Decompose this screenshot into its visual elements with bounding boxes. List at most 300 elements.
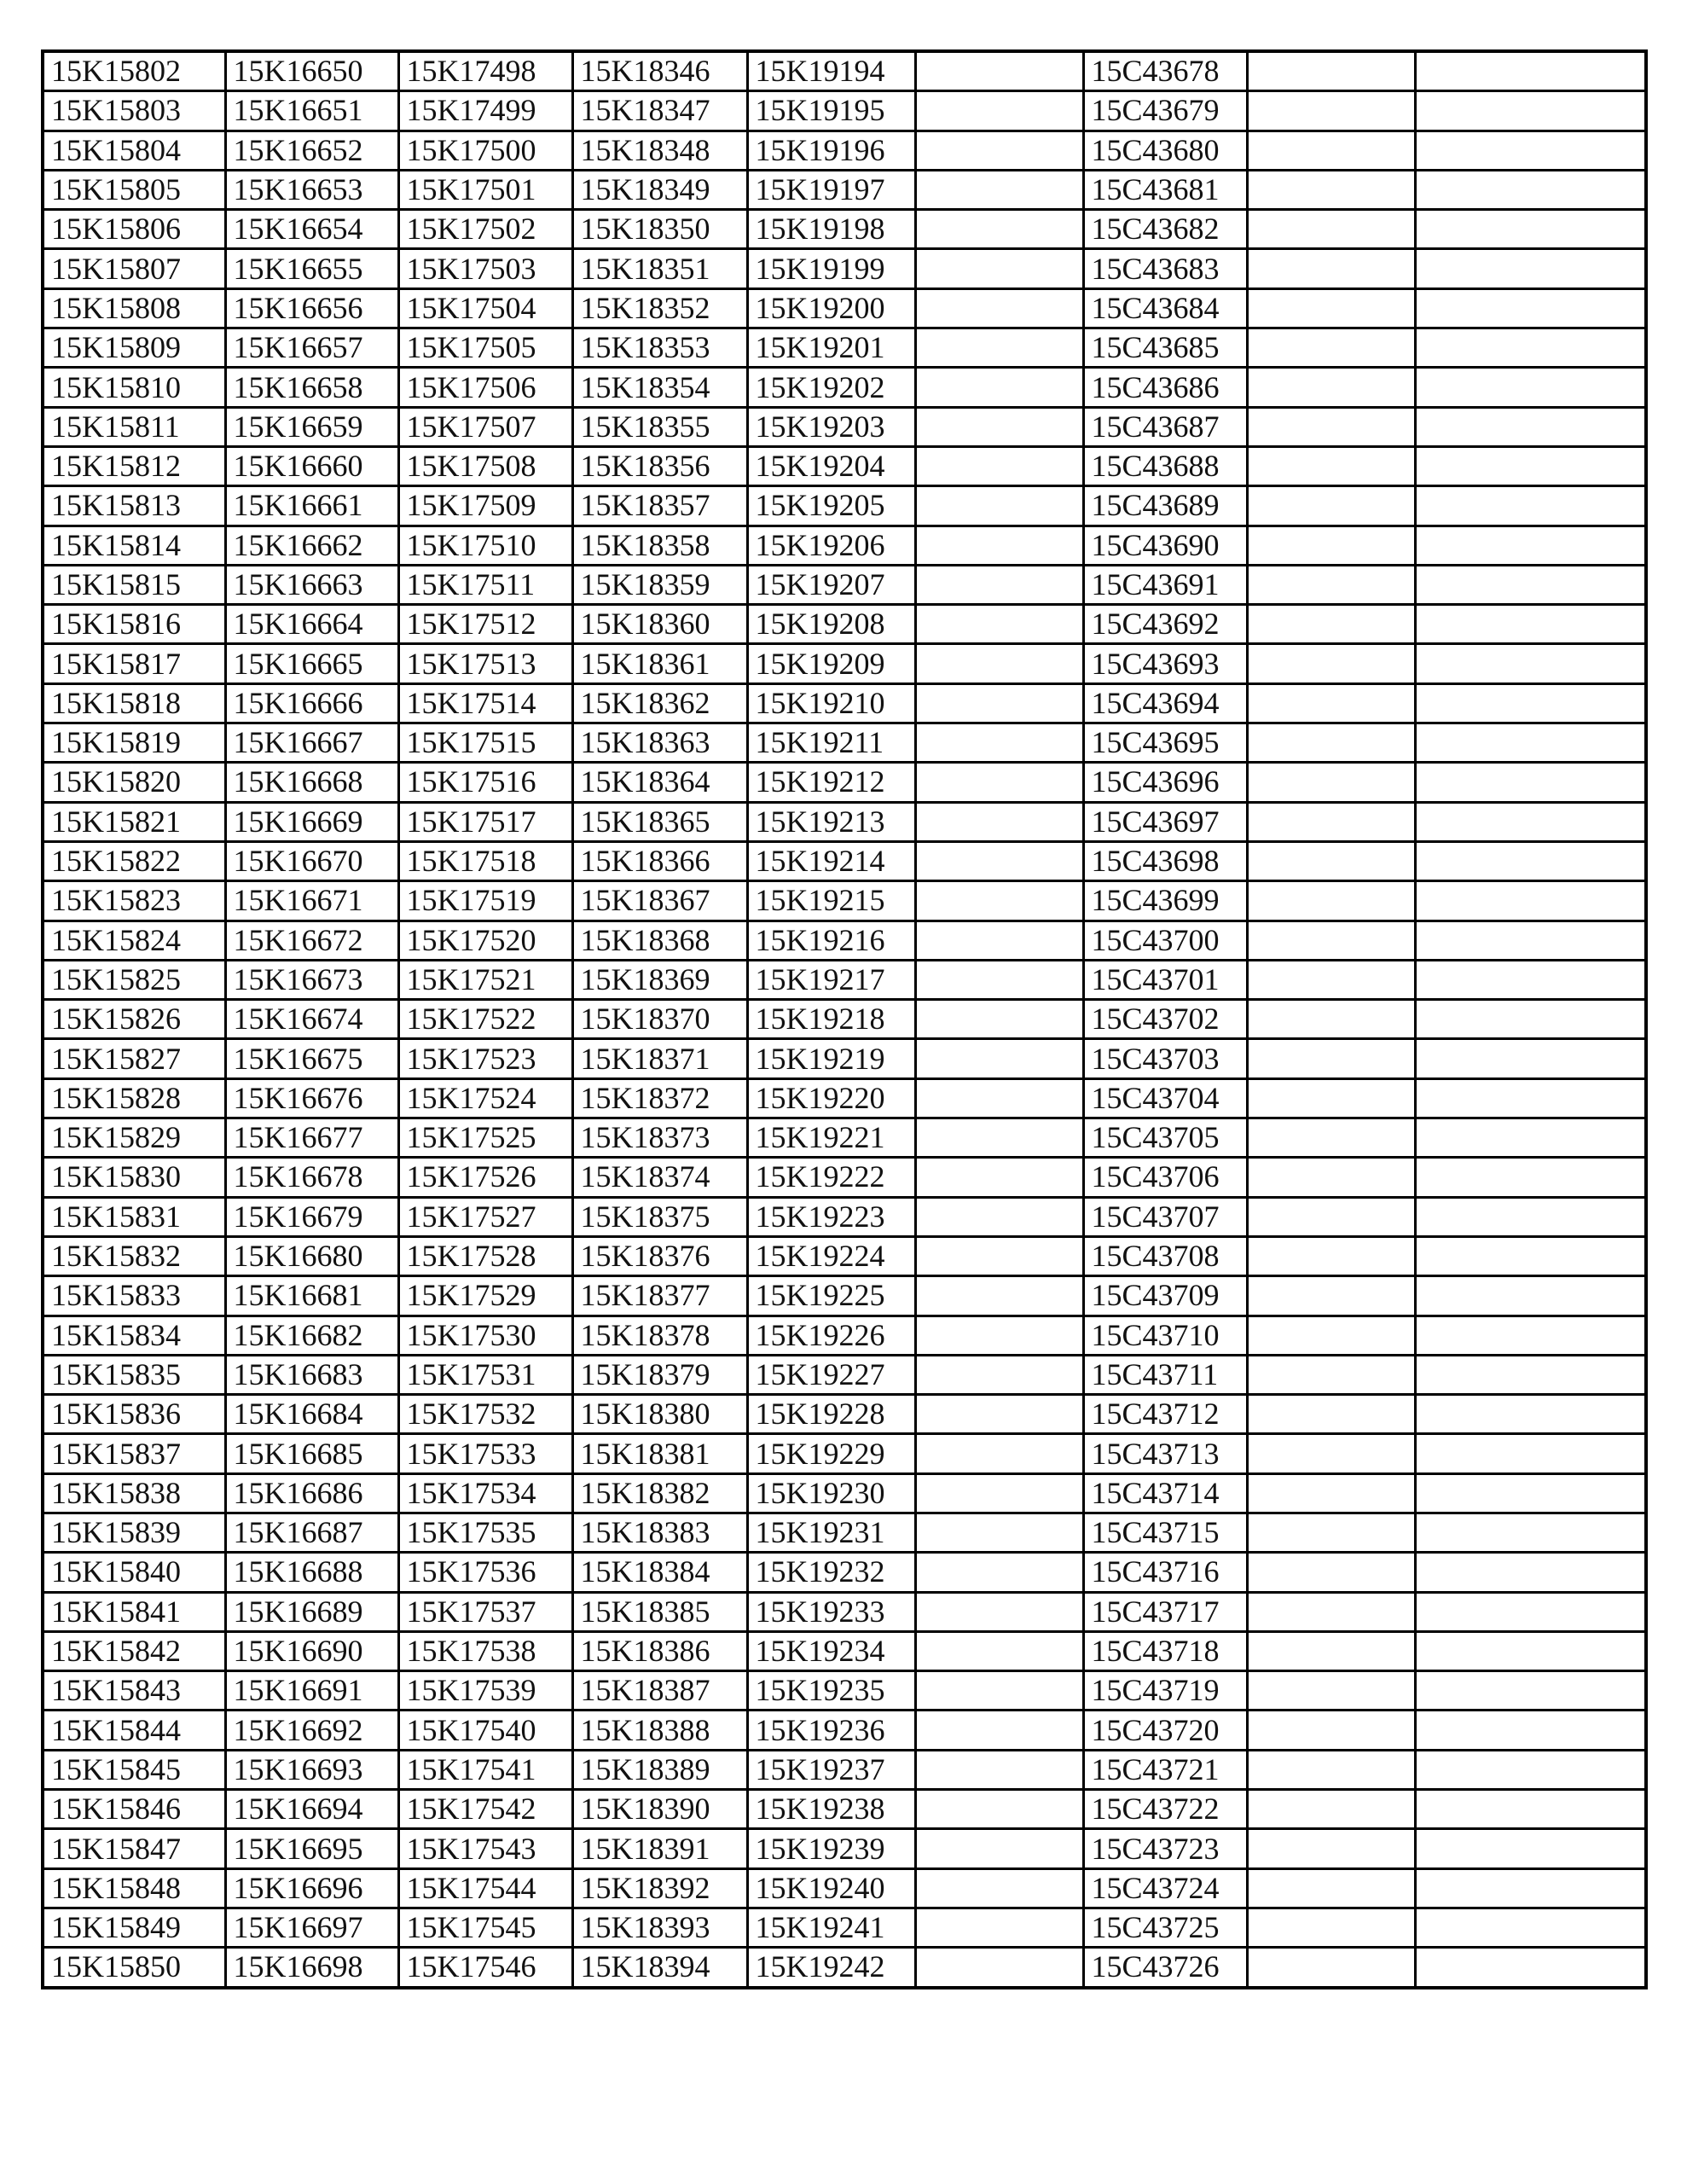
table-cell: 15K18356 bbox=[572, 446, 747, 485]
table-cell: 15K17535 bbox=[398, 1513, 572, 1552]
table-cell-empty bbox=[1415, 1395, 1646, 1434]
table-cell: 15K16667 bbox=[225, 723, 398, 763]
table-cell: 15K19205 bbox=[747, 486, 915, 526]
table-row bbox=[43, 249, 1646, 288]
table-cell: 15K18353 bbox=[572, 328, 747, 368]
table-cell bbox=[915, 841, 1083, 880]
table-cell bbox=[1247, 210, 1415, 249]
table-cell-empty bbox=[1415, 881, 1646, 921]
table-cell: 15K18363 bbox=[572, 723, 747, 763]
table-cell: 15K19234 bbox=[747, 1631, 915, 1670]
table-cell: 15C43710 bbox=[1083, 1316, 1247, 1355]
table-cell bbox=[1247, 91, 1415, 131]
table-cell: 15K17520 bbox=[398, 921, 572, 960]
table-cell: 15K16687 bbox=[225, 1513, 398, 1552]
table-cell bbox=[1247, 1000, 1415, 1039]
table-cell: 15K17526 bbox=[398, 1158, 572, 1197]
table-cell: 15K19210 bbox=[747, 683, 915, 723]
table-cell: 15K19219 bbox=[747, 1039, 915, 1078]
table-cell: 15C43692 bbox=[1083, 605, 1247, 644]
table-cell: 15K15843 bbox=[43, 1671, 225, 1711]
table-cell: 15K15834 bbox=[43, 1316, 225, 1355]
table-cell bbox=[1247, 407, 1415, 446]
table-cell: 15K17511 bbox=[398, 565, 572, 604]
table-cell: 15K19199 bbox=[747, 249, 915, 288]
table-cell-empty bbox=[1415, 1158, 1646, 1197]
table-cell: 15C43698 bbox=[1083, 841, 1247, 880]
table-cell: 15C43680 bbox=[1083, 131, 1247, 170]
table-cell-empty bbox=[1415, 1316, 1646, 1355]
table-cell: 15K15809 bbox=[43, 328, 225, 368]
table-row bbox=[43, 841, 1646, 880]
table-cell bbox=[915, 605, 1083, 644]
table-cell-empty bbox=[1415, 1592, 1646, 1631]
table-cell bbox=[1247, 1750, 1415, 1789]
table-cell: 15C43691 bbox=[1083, 565, 1247, 604]
table-cell: 15K17513 bbox=[398, 644, 572, 683]
table-cell-empty bbox=[1415, 1829, 1646, 1868]
table-cell: 15C43688 bbox=[1083, 446, 1247, 485]
table-cell: 15K17524 bbox=[398, 1078, 572, 1118]
table-cell: 15K18390 bbox=[572, 1790, 747, 1829]
table-cell bbox=[915, 131, 1083, 170]
table-cell: 15K16666 bbox=[225, 683, 398, 723]
table-cell: 15K19220 bbox=[747, 1078, 915, 1118]
table-cell: 15K17518 bbox=[398, 841, 572, 880]
table-row bbox=[43, 565, 1646, 604]
table-cell: 15K17537 bbox=[398, 1592, 572, 1631]
table-cell bbox=[915, 1158, 1083, 1197]
table-cell: 15K17503 bbox=[398, 249, 572, 288]
table-cell: 15K16672 bbox=[225, 921, 398, 960]
table-cell-empty bbox=[1415, 210, 1646, 249]
table-cell: 15K17517 bbox=[398, 802, 572, 841]
table-row bbox=[43, 1355, 1646, 1394]
table-row bbox=[43, 1078, 1646, 1118]
table-row bbox=[43, 368, 1646, 407]
table-cell: 15K16694 bbox=[225, 1790, 398, 1829]
table-cell: 15K18386 bbox=[572, 1631, 747, 1670]
table-cell-empty bbox=[1415, 1553, 1646, 1592]
table-cell: 15K16662 bbox=[225, 526, 398, 565]
table-cell: 15K16691 bbox=[225, 1671, 398, 1711]
table-cell: 15K17516 bbox=[398, 763, 572, 802]
table-cell: 15C43686 bbox=[1083, 368, 1247, 407]
table-cell bbox=[1247, 921, 1415, 960]
table-cell bbox=[915, 407, 1083, 446]
table-row bbox=[43, 1118, 1646, 1158]
table-cell: 15K15831 bbox=[43, 1197, 225, 1236]
table-cell: 15C43715 bbox=[1083, 1513, 1247, 1552]
table-cell-empty bbox=[1415, 328, 1646, 368]
table-cell: 15K16686 bbox=[225, 1473, 398, 1513]
table-row bbox=[43, 1750, 1646, 1789]
table-cell: 15K15810 bbox=[43, 368, 225, 407]
table-cell: 15K19229 bbox=[747, 1434, 915, 1473]
table-cell: 15K19228 bbox=[747, 1395, 915, 1434]
table-cell-empty bbox=[1415, 1948, 1646, 1988]
table-cell: 15C43702 bbox=[1083, 1000, 1247, 1039]
table-cell: 15K16658 bbox=[225, 368, 398, 407]
table-cell: 15K16654 bbox=[225, 210, 398, 249]
table-cell: 15K18361 bbox=[572, 644, 747, 683]
table-cell: 15K17528 bbox=[398, 1236, 572, 1275]
table-cell: 15K15806 bbox=[43, 210, 225, 249]
table-cell: 15K15825 bbox=[43, 960, 225, 999]
table-cell: 15K18349 bbox=[572, 170, 747, 209]
table-cell: 15K18375 bbox=[572, 1197, 747, 1236]
table-cell: 15K15847 bbox=[43, 1829, 225, 1868]
table-row bbox=[43, 1197, 1646, 1236]
table-cell: 15K16688 bbox=[225, 1553, 398, 1592]
table-cell: 15K17536 bbox=[398, 1553, 572, 1592]
table-cell: 15C43682 bbox=[1083, 210, 1247, 249]
table-cell: 15K16655 bbox=[225, 249, 398, 288]
table-cell: 15K15828 bbox=[43, 1078, 225, 1118]
table-cell: 15C43700 bbox=[1083, 921, 1247, 960]
table-cell bbox=[1247, 605, 1415, 644]
table-cell: 15K16682 bbox=[225, 1316, 398, 1355]
table-cell: 15C43709 bbox=[1083, 1276, 1247, 1316]
table-cell: 15K17521 bbox=[398, 960, 572, 999]
table-cell: 15K16695 bbox=[225, 1829, 398, 1868]
table-cell: 15C43697 bbox=[1083, 802, 1247, 841]
table-row bbox=[43, 1473, 1646, 1513]
table-cell bbox=[1247, 683, 1415, 723]
table-cell: 15K15838 bbox=[43, 1473, 225, 1513]
table-cell-empty bbox=[1415, 683, 1646, 723]
table-cell bbox=[1247, 644, 1415, 683]
table-cell: 15C43689 bbox=[1083, 486, 1247, 526]
table-cell bbox=[915, 1236, 1083, 1275]
table-cell: 15C43711 bbox=[1083, 1355, 1247, 1394]
table-cell bbox=[1247, 1671, 1415, 1711]
table-cell: 15K18379 bbox=[572, 1355, 747, 1394]
table-cell: 15K16651 bbox=[225, 91, 398, 131]
table-cell-empty bbox=[1415, 1197, 1646, 1236]
table-cell: 15K15820 bbox=[43, 763, 225, 802]
table-cell: 15K17541 bbox=[398, 1750, 572, 1789]
table-cell bbox=[915, 921, 1083, 960]
table-cell bbox=[915, 1118, 1083, 1158]
table-cell: 15K15844 bbox=[43, 1711, 225, 1750]
table-cell bbox=[915, 288, 1083, 328]
table-cell: 15K19214 bbox=[747, 841, 915, 880]
table-cell-empty bbox=[1415, 249, 1646, 288]
table-cell-empty bbox=[1415, 1000, 1646, 1039]
table-cell: 15K19221 bbox=[747, 1118, 915, 1158]
table-row bbox=[43, 51, 1646, 91]
table-cell: 15K19218 bbox=[747, 1000, 915, 1039]
table-cell: 15K18346 bbox=[572, 51, 747, 91]
table-cell: 15K15805 bbox=[43, 170, 225, 209]
table-cell: 15K18369 bbox=[572, 960, 747, 999]
table-cell-empty bbox=[1415, 802, 1646, 841]
table-cell-empty bbox=[1415, 1355, 1646, 1394]
table-cell bbox=[1247, 446, 1415, 485]
table-cell: 15K15803 bbox=[43, 91, 225, 131]
table-cell: 15K18387 bbox=[572, 1671, 747, 1711]
table-cell: 15C43713 bbox=[1083, 1434, 1247, 1473]
table-cell: 15K16673 bbox=[225, 960, 398, 999]
table-cell: 15K19230 bbox=[747, 1473, 915, 1513]
table-cell bbox=[1247, 328, 1415, 368]
table-cell: 15K17504 bbox=[398, 288, 572, 328]
table-cell-empty bbox=[1415, 1118, 1646, 1158]
table-cell: 15K16664 bbox=[225, 605, 398, 644]
table-cell bbox=[915, 1790, 1083, 1829]
table-row bbox=[43, 1395, 1646, 1434]
table-cell: 15K19198 bbox=[747, 210, 915, 249]
table-cell: 15K19233 bbox=[747, 1592, 915, 1631]
table-cell: 15C43706 bbox=[1083, 1158, 1247, 1197]
table-cell bbox=[915, 249, 1083, 288]
table-cell-empty bbox=[1415, 1631, 1646, 1670]
table-row bbox=[43, 960, 1646, 999]
table-cell: 15K17532 bbox=[398, 1395, 572, 1434]
table-cell bbox=[1247, 1118, 1415, 1158]
table-cell: 15K19202 bbox=[747, 368, 915, 407]
table-cell: 15K16677 bbox=[225, 1118, 398, 1158]
table-cell-empty bbox=[1415, 644, 1646, 683]
table-cell: 15K19232 bbox=[747, 1553, 915, 1592]
table-cell: 15K18354 bbox=[572, 368, 747, 407]
table-cell: 15C43678 bbox=[1083, 51, 1247, 91]
table-cell: 15K18389 bbox=[572, 1750, 747, 1789]
table-cell bbox=[915, 1395, 1083, 1434]
table-cell: 15K19204 bbox=[747, 446, 915, 485]
table-cell bbox=[915, 51, 1083, 91]
table-row bbox=[43, 921, 1646, 960]
table-cell bbox=[915, 565, 1083, 604]
table-cell: 15K17515 bbox=[398, 723, 572, 763]
table-cell: 15K15837 bbox=[43, 1434, 225, 1473]
table-cell: 15K19203 bbox=[747, 407, 915, 446]
table-cell bbox=[1247, 763, 1415, 802]
table-cell: 15K19213 bbox=[747, 802, 915, 841]
table-cell: 15K16697 bbox=[225, 1908, 398, 1947]
table-cell: 15C43687 bbox=[1083, 407, 1247, 446]
table-cell: 15K16660 bbox=[225, 446, 398, 485]
table-cell-empty bbox=[1415, 1434, 1646, 1473]
table-cell: 15K16698 bbox=[225, 1948, 398, 1988]
table-cell bbox=[915, 1513, 1083, 1552]
table-cell: 15C43679 bbox=[1083, 91, 1247, 131]
table-cell: 15K17525 bbox=[398, 1118, 572, 1158]
table-cell: 15K15836 bbox=[43, 1395, 225, 1434]
table-cell bbox=[915, 1316, 1083, 1355]
table-cell: 15K17522 bbox=[398, 1000, 572, 1039]
table-cell: 15C43694 bbox=[1083, 683, 1247, 723]
table-cell-empty bbox=[1415, 407, 1646, 446]
table-cell: 15K15842 bbox=[43, 1631, 225, 1670]
table-cell bbox=[1247, 1316, 1415, 1355]
table-cell: 15K18370 bbox=[572, 1000, 747, 1039]
table-cell: 15C43701 bbox=[1083, 960, 1247, 999]
table-cell: 15K15835 bbox=[43, 1355, 225, 1394]
table-cell: 15K19222 bbox=[747, 1158, 915, 1197]
table-cell-empty bbox=[1415, 91, 1646, 131]
table-row bbox=[43, 486, 1646, 526]
table-cell bbox=[915, 763, 1083, 802]
table-cell: 15K19215 bbox=[747, 881, 915, 921]
table-cell-empty bbox=[1415, 841, 1646, 880]
table-row bbox=[43, 1553, 1646, 1592]
table-cell bbox=[1247, 131, 1415, 170]
table-row bbox=[43, 1790, 1646, 1829]
table-cell: 15C43718 bbox=[1083, 1631, 1247, 1670]
table-cell-empty bbox=[1415, 1750, 1646, 1789]
table-cell: 15K19207 bbox=[747, 565, 915, 604]
table-row bbox=[43, 407, 1646, 446]
table-cell: 15K17546 bbox=[398, 1948, 572, 1988]
table-row bbox=[43, 763, 1646, 802]
table-cell-empty bbox=[1415, 1473, 1646, 1513]
table-cell: 15K16669 bbox=[225, 802, 398, 841]
table-cell: 15C43726 bbox=[1083, 1948, 1247, 1988]
table-cell: 15K16690 bbox=[225, 1631, 398, 1670]
table-cell-empty bbox=[1415, 1039, 1646, 1078]
table-cell: 15C43723 bbox=[1083, 1829, 1247, 1868]
table-row bbox=[43, 644, 1646, 683]
table-cell bbox=[915, 1750, 1083, 1789]
table-cell: 15K17542 bbox=[398, 1790, 572, 1829]
table-row bbox=[43, 526, 1646, 565]
table-cell: 15K16685 bbox=[225, 1434, 398, 1473]
table-cell: 15K18368 bbox=[572, 921, 747, 960]
table-cell bbox=[915, 1592, 1083, 1631]
table-cell: 15K17498 bbox=[398, 51, 572, 91]
table-cell bbox=[915, 1078, 1083, 1118]
table-cell bbox=[915, 1553, 1083, 1592]
table-cell: 15K19225 bbox=[747, 1276, 915, 1316]
table-cell bbox=[1247, 1473, 1415, 1513]
table-cell: 15K15807 bbox=[43, 249, 225, 288]
table-cell: 15K17530 bbox=[398, 1316, 572, 1355]
table-cell: 15K19208 bbox=[747, 605, 915, 644]
table-cell: 15K18374 bbox=[572, 1158, 747, 1197]
table-cell: 15C43703 bbox=[1083, 1039, 1247, 1078]
table-cell: 15K17510 bbox=[398, 526, 572, 565]
table-cell-empty bbox=[1415, 1276, 1646, 1316]
table-row bbox=[43, 1434, 1646, 1473]
table-row bbox=[43, 446, 1646, 485]
table-cell-empty bbox=[1415, 288, 1646, 328]
table-cell bbox=[1247, 170, 1415, 209]
table-cell: 15K18362 bbox=[572, 683, 747, 723]
table-cell: 15C43712 bbox=[1083, 1395, 1247, 1434]
table-cell bbox=[1247, 802, 1415, 841]
table-cell: 15K18377 bbox=[572, 1276, 747, 1316]
table-cell bbox=[1247, 1868, 1415, 1908]
table-cell: 15K17545 bbox=[398, 1908, 572, 1947]
table-cell: 15K18376 bbox=[572, 1236, 747, 1275]
table-cell: 15K15839 bbox=[43, 1513, 225, 1552]
table-cell: 15K15850 bbox=[43, 1948, 225, 1988]
table-cell bbox=[915, 91, 1083, 131]
table-cell bbox=[1247, 881, 1415, 921]
table-cell: 15K18350 bbox=[572, 210, 747, 249]
table-cell: 15K17508 bbox=[398, 446, 572, 485]
table-cell: 15K15830 bbox=[43, 1158, 225, 1197]
table-cell: 15C43722 bbox=[1083, 1790, 1247, 1829]
table-cell: 15C43724 bbox=[1083, 1868, 1247, 1908]
table-row bbox=[43, 1631, 1646, 1670]
table-cell-empty bbox=[1415, 1790, 1646, 1829]
table-cell: 15C43720 bbox=[1083, 1711, 1247, 1750]
table-cell: 15K19216 bbox=[747, 921, 915, 960]
table-cell bbox=[1247, 1434, 1415, 1473]
table-cell bbox=[1247, 486, 1415, 526]
table-cell: 15C43716 bbox=[1083, 1553, 1247, 1592]
table-cell: 15K18348 bbox=[572, 131, 747, 170]
table-cell bbox=[915, 644, 1083, 683]
table-cell: 15K15840 bbox=[43, 1553, 225, 1592]
table-cell bbox=[915, 368, 1083, 407]
table-cell: 15K15808 bbox=[43, 288, 225, 328]
table-row bbox=[43, 881, 1646, 921]
table-cell: 15K16656 bbox=[225, 288, 398, 328]
table-row bbox=[43, 1158, 1646, 1197]
table-cell: 15K15818 bbox=[43, 683, 225, 723]
table-cell: 15K15841 bbox=[43, 1592, 225, 1631]
table-cell bbox=[1247, 1158, 1415, 1197]
table-cell bbox=[1247, 1078, 1415, 1118]
table-cell: 15K19217 bbox=[747, 960, 915, 999]
table-row bbox=[43, 1316, 1646, 1355]
table-cell: 15K15848 bbox=[43, 1868, 225, 1908]
table-row bbox=[43, 170, 1646, 209]
table-cell: 15K16683 bbox=[225, 1355, 398, 1394]
table-cell bbox=[915, 1000, 1083, 1039]
table-cell-empty bbox=[1415, 605, 1646, 644]
table-cell-empty bbox=[1415, 1908, 1646, 1947]
table-cell: 15K17512 bbox=[398, 605, 572, 644]
table-cell: 15K15824 bbox=[43, 921, 225, 960]
table-cell: 15K15823 bbox=[43, 881, 225, 921]
table-cell-empty bbox=[1415, 170, 1646, 209]
table-cell: 15K16663 bbox=[225, 565, 398, 604]
table-cell-empty bbox=[1415, 565, 1646, 604]
table-cell: 15K18357 bbox=[572, 486, 747, 526]
table-cell: 15K19239 bbox=[747, 1829, 915, 1868]
table-cell bbox=[915, 1197, 1083, 1236]
table-cell: 15K16674 bbox=[225, 1000, 398, 1039]
table-cell bbox=[1247, 1948, 1415, 1988]
table-cell bbox=[1247, 249, 1415, 288]
table-cell: 15K19197 bbox=[747, 170, 915, 209]
table-cell: 15K15833 bbox=[43, 1276, 225, 1316]
table-cell bbox=[1247, 565, 1415, 604]
table-cell: 15K15804 bbox=[43, 131, 225, 170]
table-row bbox=[43, 1908, 1646, 1947]
table-cell: 15K18392 bbox=[572, 1868, 747, 1908]
table-row bbox=[43, 1829, 1646, 1868]
table-cell: 15K19211 bbox=[747, 723, 915, 763]
table-cell-empty bbox=[1415, 1671, 1646, 1711]
table-cell: 15K17501 bbox=[398, 170, 572, 209]
table-cell: 15K19223 bbox=[747, 1197, 915, 1236]
table-cell-empty bbox=[1415, 131, 1646, 170]
table-cell: 15K17527 bbox=[398, 1197, 572, 1236]
table-cell bbox=[1247, 841, 1415, 880]
table-cell: 15K16665 bbox=[225, 644, 398, 683]
table-cell: 15K18372 bbox=[572, 1078, 747, 1118]
table-cell: 15K18351 bbox=[572, 249, 747, 288]
table-cell bbox=[915, 170, 1083, 209]
table-cell-empty bbox=[1415, 723, 1646, 763]
table-cell: 15K18391 bbox=[572, 1829, 747, 1868]
